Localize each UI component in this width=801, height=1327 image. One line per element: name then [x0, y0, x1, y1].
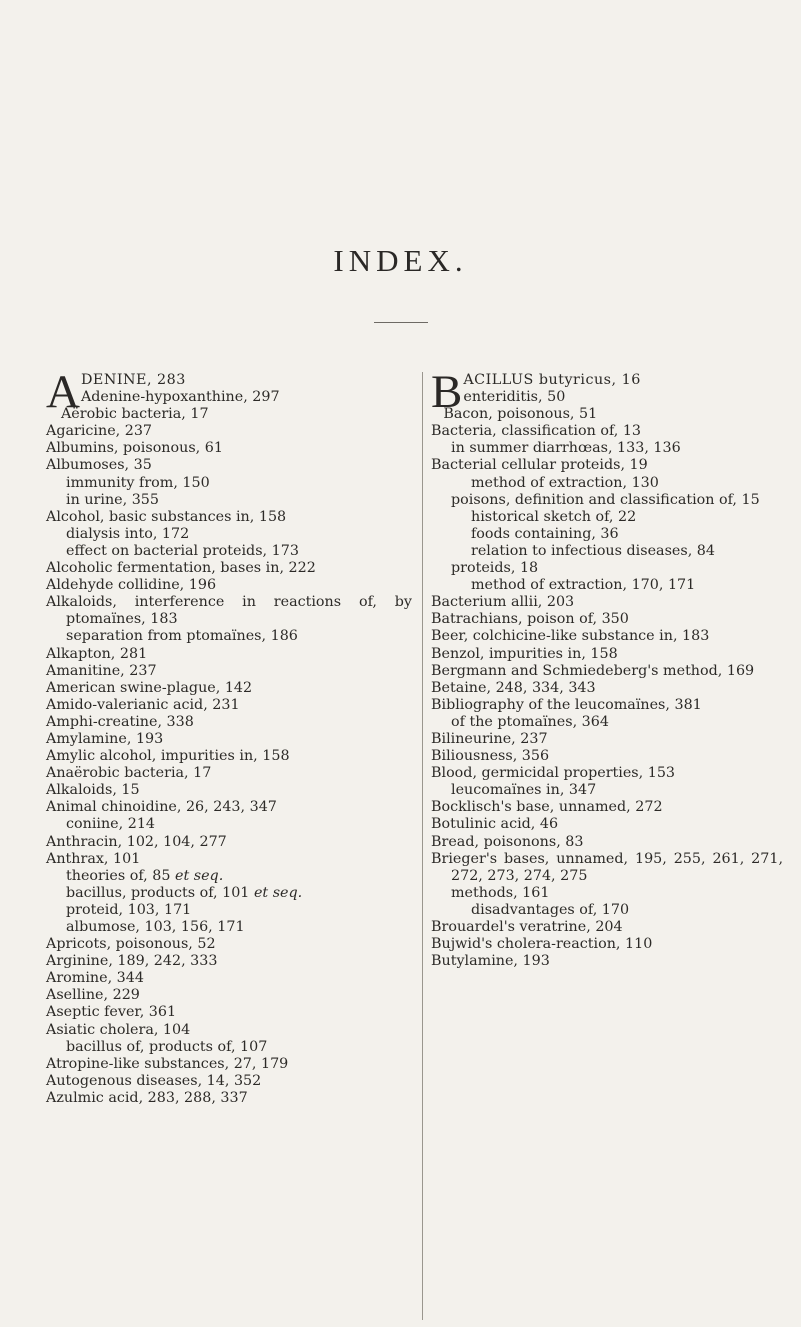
index-entry: Amylamine, 193 — [46, 730, 164, 747]
index-entry: Anthrax, 101 — [46, 850, 141, 867]
index-subentry: separation from ptomaïnes, 186 — [66, 628, 298, 645]
index-subentry — [46, 868, 412, 885]
index-entry: Alcohol, basic substances in, 158 — [46, 508, 287, 525]
index-subentry: bacillus of, products of, 107 — [66, 1038, 268, 1055]
index-entry: Alcoholic fermentation, bases in, 222 — [46, 560, 316, 577]
index-entry: Amphi-creatine, 338 — [46, 713, 194, 730]
index-subentry: disadvantages of, 170 — [471, 901, 630, 918]
index-entry: Alkapton, 281 — [46, 645, 148, 662]
index-entry: Arginine, 189, 242, 333 — [46, 953, 218, 970]
index-entry: Animal chinoidine, 26, 243, 347 — [46, 799, 277, 816]
entry-italic: et seq. — [175, 867, 224, 884]
page-title: INDEX. — [333, 243, 468, 278]
index-entry: Aselline, 229 — [46, 987, 140, 1004]
index-subentry: foods containing, 36 — [471, 525, 619, 542]
index-subentry: method of extraction, 130 — [471, 474, 659, 491]
index-entry: Alkaloids, interference in reactions of, by ptomaïnes, 183 — [46, 594, 412, 628]
drop-cap: A — [46, 366, 80, 418]
index-entry: American swine-plague, 142 — [46, 679, 253, 696]
index-entry: Butylamine, 193 — [431, 953, 550, 970]
index-subentry: proteid, 103, 171 — [66, 901, 192, 918]
index-subentry: enteriditis, 50 — [463, 389, 566, 406]
index-entry: Alkaloids, 15 — [46, 782, 140, 799]
index-subentry: effect on bacterial proteids, 173 — [66, 542, 299, 559]
index-entry: Adenine-hypoxanthine, 297 — [80, 389, 280, 406]
index-entry: Aromine, 344 — [46, 970, 144, 987]
index-entry: Bilineurine, 237 — [431, 730, 548, 747]
index-entry: Bergmann and Schmiedeberg's method, 169 — [431, 662, 755, 679]
entry-text: ACILLUS butyricus, 16 — [463, 372, 641, 388]
index-entry: Bujwid's cholera-reaction, 110 — [431, 936, 653, 953]
index-entry: Aldehyde collidine, 196 — [46, 577, 217, 594]
index-entry: Atropine-like substances, 27, 179 — [46, 1055, 289, 1072]
index-subentry: albumose, 103, 156, 171 — [66, 919, 245, 935]
index-subentry — [46, 885, 412, 902]
index-entry: Bacon, poisonous, 51 — [443, 406, 598, 423]
index-entry: Bacteria, classification of, 13 — [431, 423, 642, 440]
index-subentry: coniine, 214 — [66, 816, 156, 833]
entry-text: theories of, 85 — [66, 867, 171, 884]
index-entry: Biliousness, 356 — [431, 748, 550, 765]
index-subentry: of the ptomaïnes, 364 — [451, 713, 609, 730]
index-entry: Blood, germicidal properties, 153 — [431, 765, 676, 782]
index-entry: Botulinic acid, 46 — [431, 816, 559, 833]
index-entry: Amanitine, 237 — [46, 662, 157, 679]
index-subentry: in summer diarrhœas, 133, 136 — [451, 440, 681, 457]
index-entry: Brieger's bases, unnamed, 195, 255, 261, 271, 272, 273, 274, 275 — [431, 850, 783, 884]
index-entry: Batrachians, poison of, 350 — [431, 611, 629, 628]
index-subentry: methods, 161 — [451, 884, 550, 901]
title-rule — [374, 322, 428, 323]
index-entry: Benzol, impurities in, 158 — [431, 645, 618, 662]
index-entry: Amido-valerianic acid, 231 — [46, 696, 240, 713]
index-entry: Agaricine, 237 — [46, 423, 153, 440]
entry-italic: et seq. — [253, 884, 303, 901]
index-entry: Azulmic acid, 283, 288, 337 — [46, 1089, 248, 1106]
index-column-left — [46, 366, 412, 1107]
index-subentry: historical sketch of, 22 — [471, 508, 637, 525]
index-entry: Aseptic fever, 361 — [46, 1004, 177, 1021]
index-entry: Anthracin, 102, 104, 277 — [46, 833, 227, 850]
index-column-right — [423, 366, 783, 970]
index-subentry: leucomaïnes in, 347 — [451, 782, 597, 799]
index-entry: Albumoses, 35 — [46, 457, 152, 474]
index-entry: Betaine, 248, 334, 343 — [431, 679, 596, 696]
index-entry: Albumins, poisonous, 61 — [46, 440, 223, 457]
index-entry: Apricots, poisonous, 52 — [46, 936, 216, 953]
index-subentry: dialysis into, 172 — [66, 525, 190, 542]
index-entry: Amylic alcohol, impurities in, 158 — [46, 748, 290, 765]
index-subentry: method of extraction, 170, 171 — [471, 577, 696, 594]
index-entry: Bibliography of the leucomaïnes, 381 — [431, 696, 702, 713]
index-entry: Bacterial cellular proteids, 19 — [431, 457, 648, 474]
index-entry: Asiatic cholera, 104 — [46, 1021, 191, 1038]
index-subentry: in urine, 355 — [66, 491, 159, 508]
index-entry: Anaërobic bacteria, 17 — [46, 765, 212, 782]
index-entry: Bread, poisonons, 83 — [431, 833, 584, 850]
index-subentry: relation to infectious diseases, 84 — [471, 542, 715, 559]
index-subentry: poisons, definition and classification of, 15 — [451, 491, 760, 508]
index-entry: Beer, colchicine-like substance in, 183 — [431, 628, 710, 645]
index-entry: Brouardel's veratrine, 204 — [431, 919, 623, 935]
index-entry: Aërobic bacteria, 17 — [60, 406, 209, 423]
index-entry: Bocklisch's base, unnamed, 272 — [431, 799, 663, 816]
entry-text: DENINE, 283 — [80, 372, 186, 388]
index-entry: Autogenous diseases, 14, 352 — [46, 1072, 262, 1089]
index-entry: Bacterium allii, 203 — [431, 594, 575, 611]
drop-cap: B — [431, 366, 463, 418]
index-subentry: proteids, 18 — [451, 560, 539, 577]
index-subentry: immunity from, 150 — [66, 474, 210, 491]
entry-text: bacillus, products of, 101 — [66, 884, 250, 901]
